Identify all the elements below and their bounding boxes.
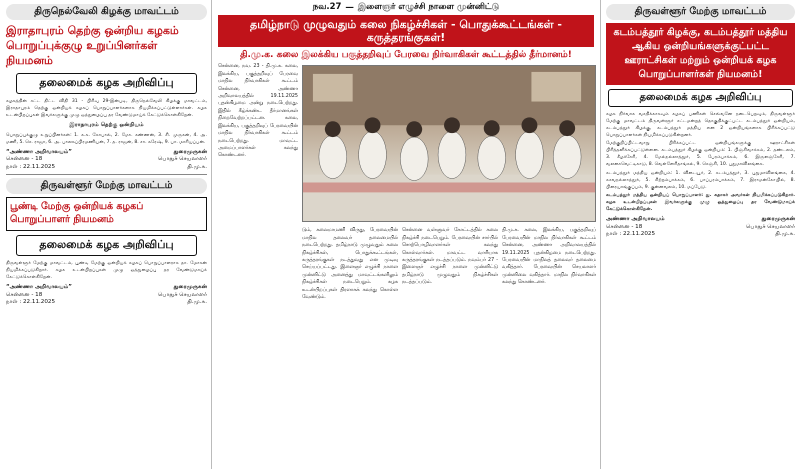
sig-place: சென்னை - 18 (6, 291, 43, 298)
sig-title: அண்ணா அறிவாலயம் (606, 216, 665, 223)
member-list-1: பொறுப்புக்குழு உறுப்பினர்கள்: 1. க.சு. கோபால், 2. மோ. கண்ணன், 3. சி. முருகன், 4. அ. மணி, 5. செ. ராஜா, 6. அ. பாலசுப்பிரமணியன், 7. த. ராஜன், 8. சா. சுரேஷ், 9. பா. மாரியப்பன். (6, 132, 207, 145)
sig-name: துரைமுருகன் (173, 284, 207, 291)
signature-block-1 (6, 149, 207, 172)
dateline (218, 2, 594, 13)
sig-title: “அண்ணா அறிவாலயம்” (6, 284, 72, 291)
main-headline: தமிழ்நாடு முழுவதும் கலை நிகழ்ச்சிகள் - பொதுக்கூட்டங்கள் - கருத்தரங்குகள்! (218, 15, 594, 47)
notice-body-3-p1: கழக நிர்வாக வசதிக்காகவும் கழகப் பணிகள் செவ்வனே நடைபெறவும், திருவள்ளூர் மேற்கு மாவட்டம் திருவள்ளூர் சட்டமன்றத் தொகுதிக்குட்பட்ட கடம்பத்தூர் ஒன்றியம், கடம்பத்தூர் கிழக்கு, கடம்பத்தூர் மத்திய என 2 ஒன்றியங்களாக பிரிக்கப்பட்டு பொறுப்பாளர்கள் நியமிக்கப்படுகின்றனர். (606, 111, 795, 138)
center-column (214, 0, 598, 469)
notice-body-2: திருவள்ளூர் மேற்கு மாவட்டம், பூண்டி மேற்கு ஒன்றியக் கழகப் பொறுப்பாளராக தா. மோகன் நியமிக்கப்படுகிறார். கழக உடன்பிறப்புகள் முழு ஒத்துழைப்பு தர வேண்டுமாய்க் கேட்டுக்கொள்கிறேன். (6, 261, 207, 281)
notice-bar-3: தலைமைக் கழக அறிவிப்பு (608, 89, 793, 107)
article-column-2: டும், கலைமாமணி விருது, பேரவையின் மாநில தலைவர் தலைமையில் நடைபெற்றது. தமிழ்நாடு முழுவதும் கலை நிகழ்ச்சிகள், பொதுக்கூட்டங்கள், கருத்தரங்குகள் நடத்துவது என முடிவு செய்யப்பட்டது. இளைஞர் எழுச்சி நாளை முன்னிட்டு அனைத்து மாவட்டங்களிலும் நிகழ்ச்சிகள் நடைபெறும். கழக உடன்பிறப்புகள் திரளாகக் கலந்து கொள்ள வேண்டும். (302, 228, 398, 301)
region-label-tirunelveli: திருநெல்வேலி கிழக்கு மாவட்டம் (6, 4, 207, 20)
notice-body-3-p3: கடம்பத்தூர் மத்திய ஒன்றியம்: 1. விடையூர், 2. கடம்பத்தூர், 3. புதுமாவிலங்கை, 4. கசவநல்லாத்தூர், 5. சிற்றம்பாக்கம், 6. பாப்பரம்பாக்கம், 7. இராமன்கோயில், 8. பிரையாங்குப்பம், 9. குன்னவலம், 10. மப்பேடு. (606, 170, 795, 190)
right-column (600, 0, 800, 469)
sig-place: சென்னை - 18 (606, 223, 643, 230)
article-column-4: தி.மு.க. கலை, இலக்கிய, பகுத்தறிவுப் பேரவையின் மாநில நிர்வாகிகள் கூட்டம் சென்னை, அண்ணா அறிவாலயத்தில் 19.11.2025 புதன்கிழமை நடைபெற்றது. பேரவையின் மாநிலத் தலைவர் தலைமை வகித்தார். பேரவையின் செயலாளர் முன்னிலை வகித்தார். மாநில நிர்வாகிகள் கலந்து கொண்டனர். (502, 228, 596, 286)
article-column-1: சென்னை, நவ. 23 - தி.மு.க. கலை, இலக்கிய, பகுத்தறிவுப் பேரவை மாநில நிர்வாகிகள் கூட்டம் சென்னை, அண்ணா அறிவாலயத்தில் 19.11.2025 புதன்கிழமை அன்று நடைபெற்றது. இதில் கீழ்க்கண்ட தீர்மானங்கள் நிறைவேற்றப்பட்டன. கலை, இலக்கிய, பகுத்தறிவுப் பேரவையின் மாநில நிர்வாகிகள் கூட்டம் நடைபெற்றது. மாவட்ட அமைப்பாளர்கள் கலந்து கொண்டனர். (218, 64, 298, 159)
left-column (0, 0, 212, 469)
sig-name: துரைமுருகன் (173, 148, 207, 155)
notice-bar-2: தலைமைக் கழக அறிவிப்பு (16, 235, 197, 256)
notice-body-3-p4: கடம்பத்தூர் மத்திய ஒன்றியப் பொறுப்பாளர்: து. சுதாகர் அவர்கள் நியமிக்கப்படுகிறார். கழக உடன்பிறப்புகள் இவர்களுக்கு முழு ஒத்துழைப்பு தர வேண்டுமாய்க் கேட்டுக்கொள்கிறேன். (606, 192, 795, 213)
notice-body-3-p2: மேற்குறிப்பிட்டவாறு பிரிக்கப்பட்ட ஒன்றியங்களுக்கு ஊராட்சிகள் பிரித்தளிக்கப்பட்டுள்ளன. கடம்பத்தூர் கிழக்கு ஒன்றியம்: 1. பிஞ்சிவாக்கம், 2. தண்டலம், 3. கீழச்சேரி, 4. மேல்நல்லாத்தூர், 5. பேரம்பாக்கம், 6. இருளஞ்சேரி, 7. வலசைவெட்டிகாடு, 8. வெள்ளேரிதாங்கல், 9. செஞ்சி, 10. புதுமாவிலங்கை. (606, 141, 795, 168)
region-label-tiruvallur-west: திருவள்ளூர் மேற்கு மாவட்டம் (606, 4, 795, 20)
sig-org: தி.மு.க. (775, 231, 795, 238)
sig-date: நாள் : 22.11.2025 (6, 299, 56, 306)
article-column-3: சென்னை வள்ளுவர் கோட்டத்தில் கலை நிகழ்ச்சி நடைபெறும். பேரவையின் சார்பில் சொற்பொழிவாளர்கள் கலந்து கொள்வார்கள். மாவட்ட வாரியாக கருத்தரங்குகள் நடத்தப்படும். நவம்பர் 27 - இளைஞர் எழுச்சி நாளை முன்னிட்டு தமிழ்நாடு முழுவதும் நிகழ்ச்சிகள் நடத்தப்படும். (402, 228, 498, 286)
dateline-sep: — (345, 2, 354, 13)
headline-kadambathur: கடம்பத்தூர் கிழக்கு, கடம்பத்தூர் மத்திய ஆகிய ஒன்றியங்களுக்குட்பட்ட ஊராட்சிகள் மற்றும் ஒன்றியக் கழக பொறுப்பாளர்கள் நியமனம்! (606, 23, 795, 85)
notice-body-3 (606, 111, 795, 214)
divider (6, 174, 207, 175)
sig-org: தி.மு.க. (187, 163, 207, 170)
sig-name: துரைமுருகன் (761, 216, 795, 223)
notice-body-1 (6, 98, 207, 146)
headline-radhapuram: இராதாபுரம் தெற்கு ஒன்றிய கழகம் பொறுப்புக்குழு உறுப்பினர்கள் நியமனம் (6, 24, 179, 67)
sig-date: நாள் : 22.11.2025 (606, 231, 656, 238)
signature-block-3 (606, 216, 795, 239)
notice-bar-1: தலைமைக் கழக அறிவிப்பு (16, 73, 197, 94)
dateline-date: நவ.27 (312, 2, 342, 12)
meeting-photo (302, 65, 596, 222)
dateline-event: இளைஞர் எழுச்சி நாளை முன்னிட்டு (357, 2, 500, 12)
region-label-tiruvallur-west: திருவள்ளூர் மேற்கு மாவட்டம் (6, 178, 207, 194)
headline-poondi: பூண்டி மேற்கு ஒன்றியக் கழகப் பொறுப்பாளர் நியமனம் (6, 197, 207, 231)
subhead-radhapuram: இராதாபுரம் தெற்கு ஒன்றியம் (69, 121, 144, 128)
sig-date: நாள் : 22.11.2025 (6, 163, 56, 170)
notice-body-1-text: கழகத்தின் சட்ட திட்ட விதி 31 - பிரிவு 29-இன்படி, திருநெல்வேலி கிழக்கு மாவட்டம், இராதாபுரம் தெற்கு ஒன்றியக் கழகப் பொறுப்பாளர்களாக நியமிக்கப்பட்டுள்ளார்கள். கழக உடன்பிறப்புகள் இவர்களுக்கு முழு ஒத்துழைப்பு தர வேண்டுமாய்க் கேட்டுக்கொள்கிறேன். (6, 98, 207, 118)
article-grid (218, 63, 594, 469)
main-subheadline: தி.மு.க. கலை இலக்கிய பகுத்தறிவுப் பேரவை நிர்வாகிகள் கூட்டத்தில் தீர்மானம்! (240, 50, 572, 61)
sig-role: பொதுச் செயலாளர் (158, 156, 207, 163)
meeting-photo-image (303, 66, 595, 221)
sig-role: பொதுச் செயலாளர் (158, 291, 207, 298)
sig-place: சென்னை - 18 (6, 156, 43, 163)
sig-title: “அண்ணா அறிவாலயம்” (6, 148, 72, 155)
sig-role: பொதுச் செயலாளர் (746, 223, 795, 230)
signature-block-2 (6, 284, 207, 307)
sig-org: தி.மு.க. (187, 299, 207, 306)
